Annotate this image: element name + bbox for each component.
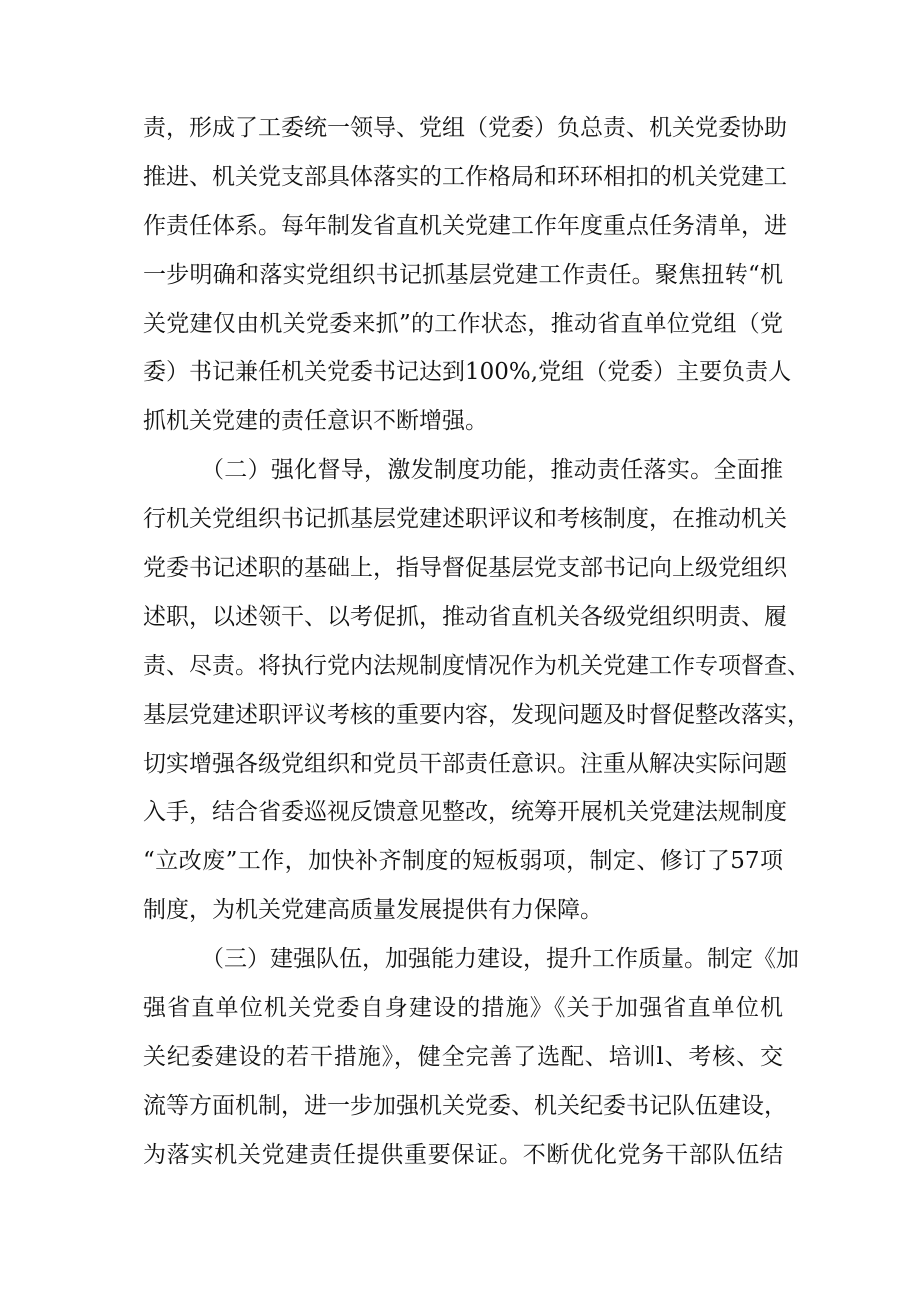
text-line: 责、尽责。将执行党内法规制度情况作为机关党建工作专项督查、: [143, 652, 810, 679]
text-line: 一步明确和落实党组织书记抓基层党建工作责任。聚焦扭转“机: [143, 261, 783, 288]
paragraph-responsibility-system: [143, 104, 792, 446]
text-line: “立改废”工作，加快补齐制度的短板弱项，制定、修订了57项: [143, 848, 783, 875]
text-line: 流等方面机制，进一步加强机关党委、机关纪委书记队伍建设，: [143, 1092, 787, 1119]
text-line: 推进、机关党支部具体落实的工作格局和环环相扣的机关党建工: [143, 163, 787, 190]
text-line: 行机关党组织书记抓基层党建述职评议和考核制度，在推动机关: [143, 506, 787, 533]
text-line: 责，形成了工委统一领导、党组（党委）负总责、机关党委协助: [143, 115, 787, 141]
paragraph-team-building: [143, 935, 799, 1179]
text-line: 作责任体系。每年制发省直机关党建工作年度重点任务清单，进: [143, 212, 787, 239]
text-line: 述职，以述领干、以考促抓，推动省直机关各级党组织明责、履: [143, 603, 787, 630]
text-line: （二）强化督导，激发制度功能，推动责任落实。全面推: [201, 457, 783, 484]
text-line: （三）建强队伍，加强能力建设，提升工作质量。制定《加: [201, 946, 799, 973]
text-line: 切实增强各级党组织和党员干部责任意识。注重从解决实际问题: [143, 750, 787, 777]
text-line: 关党建仅由机关党委来抓”的工作状态，推动省直单位党组（党: [143, 310, 783, 337]
document-body: [143, 104, 810, 1180]
text-line: 关纪委建设的若干措施》，健全完善了选配、培训l、考核、交: [143, 1043, 783, 1070]
text-line: 入手，结合省委巡视反馈意见整改，统筹开展机关党建法规制度: [143, 799, 787, 826]
text-line: 抓机关党建的责任意识不断增强。: [143, 408, 488, 435]
text-line: 委）书记兼任机关党委书记达到100%,党组（党委）主要负责人: [143, 359, 792, 386]
text-line: 党委书记述职的基础上，指导督促基层党支部书记向上级党组织: [143, 555, 787, 582]
text-line: 为落实机关党建责任提供重要保证。不断优化党务干部队伍结: [143, 1141, 783, 1168]
text-line: 基层党建述职评议考核的重要内容，发现问题及时督促整改落实，: [143, 701, 810, 728]
text-line: 强省直单位机关党委自身建设的措施》《关于加强省直单位机: [143, 995, 783, 1022]
text-line: 制度，为机关党建高质量发展提供有力保障。: [143, 897, 603, 924]
paragraph-supervision: [143, 446, 810, 935]
